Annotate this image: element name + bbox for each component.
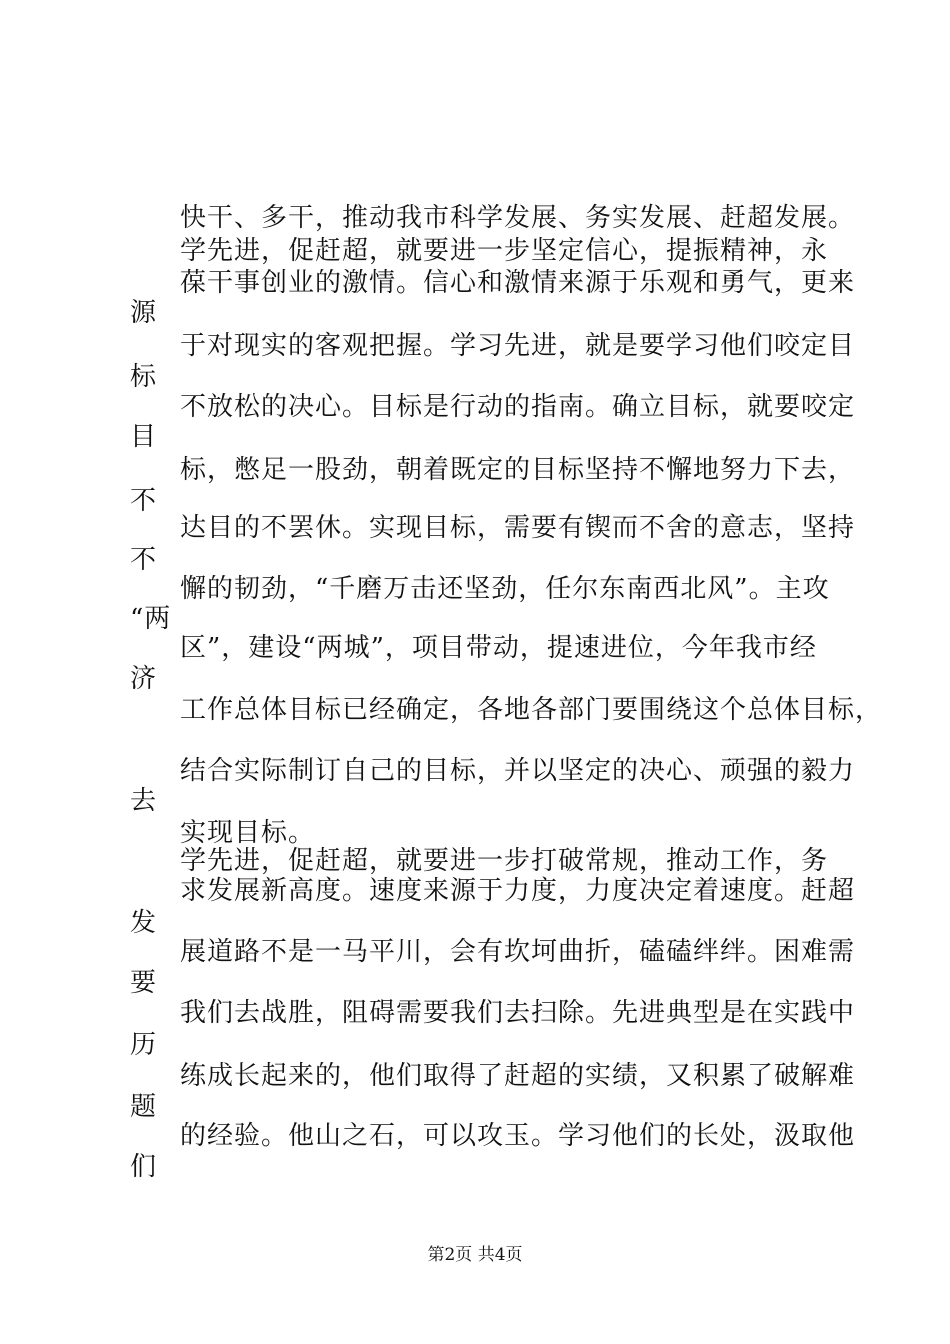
text-line: 求发展新高度。速度来源于力度，力度决定着速度。赶超 (180, 876, 856, 906)
text-line: 不放松的决心。目标是行动的指南。确立目标，就要咬定 (180, 392, 856, 422)
wrapped-char: 目 (130, 422, 158, 452)
text-line: 的经验。他山之石，可以攻玉。学习他们的长处，汲取他 (180, 1121, 856, 1151)
wrapped-char: 济 (130, 664, 158, 694)
text-line: 我们去战胜，阻碍需要我们去扫除。先进典型是在实践中 (180, 998, 856, 1028)
text-line: 展道路不是一马平川，会有坎坷曲折，磕磕绊绊。困难需 (180, 937, 856, 967)
text-line: 工作总体目标已经确定，各地各部门要围绕这个总体目标， (180, 695, 883, 725)
text-line: 区”，建设“两城”，项目带动，提速进位，今年我市经 (180, 633, 817, 663)
wrapped-char: 题 (130, 1092, 158, 1122)
text-line: 懈的韧劲，“千磨万击还坚劲，任尔东南西北风”。主攻 (180, 574, 830, 604)
wrapped-char: 源 (130, 298, 158, 328)
wrapped-char: 要 (130, 968, 158, 998)
text-line: 标，憋足一股劲，朝着既定的目标坚持不懈地努力下去， (180, 455, 856, 485)
wrapped-char: “两 (130, 604, 172, 634)
wrapped-char: 不 (130, 486, 158, 516)
text-line: 葆干事创业的激情。信心和激情来源于乐观和勇气，更来 (180, 268, 856, 298)
text-line: 实现目标。 (180, 818, 316, 848)
text-line: 练成长起来的，他们取得了赶超的实绩，又积累了破解难 (180, 1061, 856, 1091)
text-line: 快干、多干，推动我市科学发展、务实发展、赶超发展。 (180, 203, 856, 233)
text-line: 达目的不罢休。实现目标，需要有锲而不舍的意志，坚持 (180, 513, 856, 543)
wrapped-char: 历 (130, 1030, 158, 1060)
wrapped-char: 标 (130, 362, 158, 392)
text-line: 结合实际制订自己的目标，并以坚定的决心、顽强的毅力 (180, 756, 856, 786)
wrapped-char: 们 (130, 1152, 158, 1182)
text-line: 学先进，促赶超，就要进一步坚定信心，提振精神，永 (180, 236, 829, 266)
wrapped-char: 去 (130, 786, 158, 816)
page-number-footer: 第2页 共4页 (427, 1245, 523, 1265)
wrapped-char: 发 (130, 908, 158, 938)
wrapped-char: 不 (130, 545, 158, 575)
text-line: 学先进，促赶超，就要进一步打破常规，推动工作，务 (180, 846, 829, 876)
text-line: 于对现实的客观把握。学习先进，就是要学习他们咬定目 (180, 331, 856, 361)
